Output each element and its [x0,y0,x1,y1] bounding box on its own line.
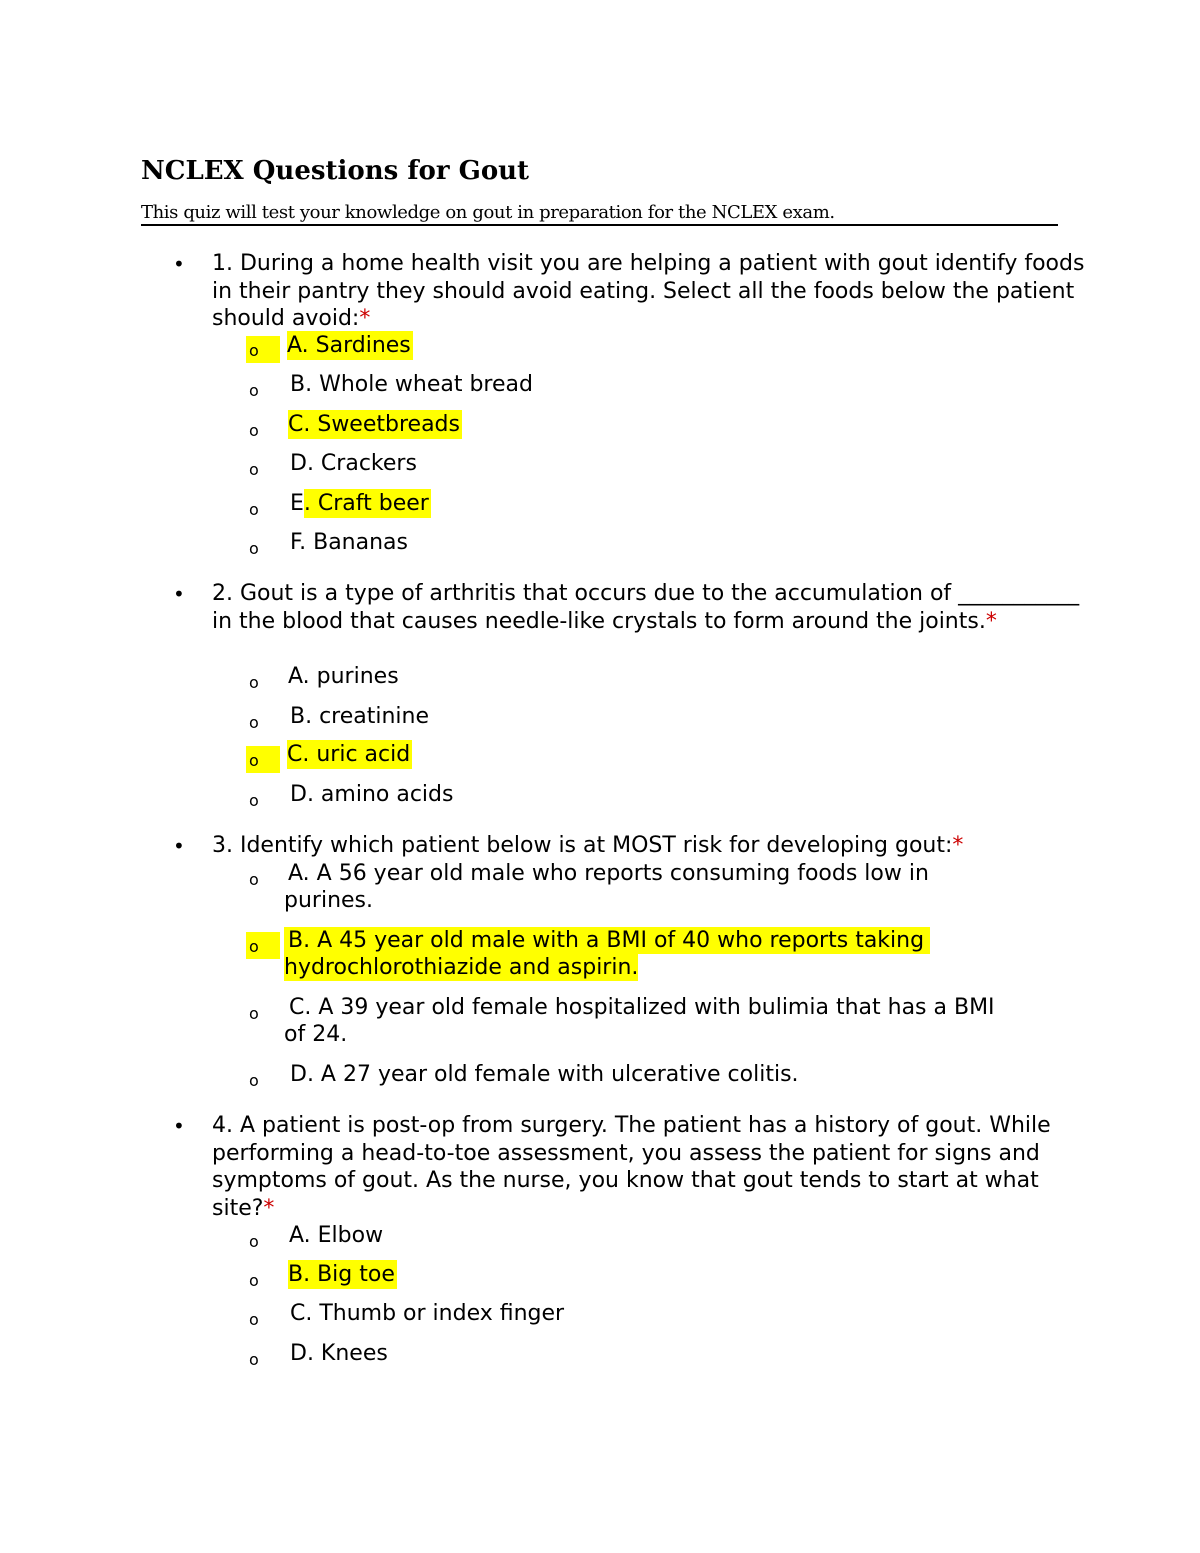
option-c: C. Sweetbreads [288,412,460,437]
option-bullet: o [249,500,259,519]
option-bullet: o [246,336,280,363]
option-a: A. Elbow [289,1223,384,1248]
option-bullet: o [249,791,259,810]
question-text [212,250,1092,333]
question-4-text: 4. A patient is post-op from surgery. The patient has a history of gout. While performing a head-to-toe assessment, you assess the patient for signs and symptoms of gout. As the nurse, you know that gout tends to start at what site? [212,1113,1051,1221]
option-c: C. uric acid [287,742,411,767]
option-a: A. purines [288,664,399,689]
option-bullet: o [249,1310,259,1329]
option-c: C. Thumb or index finger [290,1301,565,1326]
option-bullet: o [249,1350,259,1369]
option-bullet: o [249,870,259,889]
required-asterisk: * [952,833,964,858]
option-b: B. creatinine [290,704,430,729]
question-text [212,1112,1072,1222]
required-asterisk: * [359,306,371,331]
option-bullet: o [249,1004,259,1023]
option-bullet: o [249,460,259,479]
option-f: F. Bananas [290,530,408,555]
option-bullet: o [249,1232,259,1251]
document-title: NCLEX Questions for Gout [141,156,530,186]
question-3-text: 3. Identify which patient below is at MOST risk for developing gout: [212,833,953,858]
question-bullet: • [173,582,185,606]
question-text [212,580,1092,635]
option-a: A. Sardines [287,333,411,358]
question-text [212,832,1092,860]
option-d: D. Crackers [290,451,417,476]
required-asterisk: * [263,1195,275,1221]
question-2-text: 2. Gout is a type of arthritis that occurs due to the accumulation of ___________ in the blood that causes needle-like crystals to form around the joints. [212,581,1080,634]
question-bullet: • [173,1114,185,1138]
option-d: D. A 27 year old female with ulcerative colitis. [290,1062,799,1087]
option-b: B. Big toe [288,1262,395,1287]
option-b: B. A 45 year old male with a BMI of 40 who reports taking hydrochlorothiazide and aspirin. [284,927,1064,981]
option-bullet: o [246,932,280,959]
option-bullet: o [249,381,259,400]
option-bullet: o [249,713,259,732]
option-bullet: o [249,539,259,558]
option-b: B. Whole wheat bread [290,372,533,397]
option-bullet: o [246,746,280,773]
document-subtitle: This quiz will test your knowledge on gout in preparation for the NCLEX exam. [141,202,1058,226]
option-d: D. Knees [290,1341,388,1366]
option-bullet: o [249,1071,259,1090]
option-bullet: o [249,421,259,440]
option-bullet: o [249,1271,259,1290]
question-bullet: • [173,834,185,858]
required-asterisk: * [985,608,997,634]
option-c: C. A 39 year old female hospitalized with bulimia that has a BMI of 24. [284,995,995,1047]
question-1-text: 1. During a home health visit you are helping a patient with gout identify foods in their pantry they should avoid eating. Select all the foods below the patient should avoid: [212,251,1085,331]
option-e: E. Craft beer [290,491,429,516]
option-bullet: o [249,673,259,692]
option-a: A. A 56 year old male who reports consuming foods low in purines. [284,861,929,913]
question-bullet: • [173,252,185,276]
option-d: D. amino acids [290,782,454,807]
